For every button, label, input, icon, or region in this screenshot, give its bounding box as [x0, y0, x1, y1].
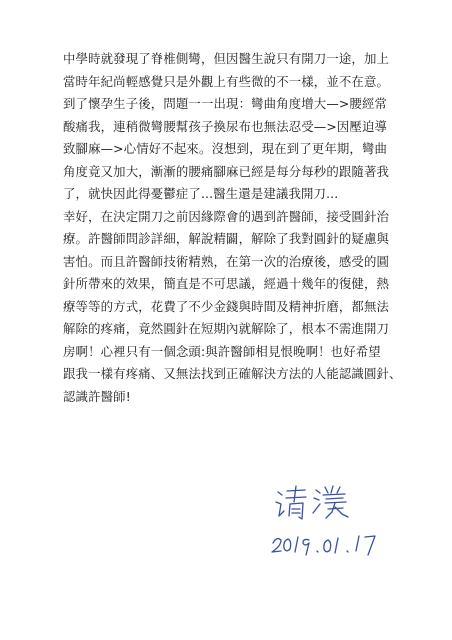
paragraph-2 — [63, 206, 403, 409]
text-line: 當時年紀尚輕感覺只是外觀上有些微的不一樣，並不在意。 — [63, 73, 390, 89]
text-line: 到了懷孕生子後，問題一一出現：彎曲角度增大—>腰經常 — [63, 96, 388, 111]
text-line: 致腳麻—>心情好不起來。沒想到，現在到了更年期，彎曲 — [63, 141, 388, 156]
text-line: 解除的疼痛，竟然圓針在短期內就解除了，根本不需進開刀 — [63, 321, 390, 336]
text-line: 認識許醫師! — [63, 388, 131, 404]
text-line: 療。許醫師問診詳細，解說精闢，解除了我對圓針的疑慮與 — [63, 231, 390, 246]
text-line: 跟我一樣有疼痛、又無法找到正確解決方法的人能認識圓針、 — [63, 366, 402, 381]
text-line: 了，就快因此得憂鬱症了...醫生還是建議我開刀... — [63, 186, 339, 201]
handwritten-date — [270, 525, 382, 569]
text-line: 針所帶來的效果，簡直是不可思議，經過十幾年的復健，熱 — [63, 276, 390, 291]
text-line: 療等等的方式，花費了不少金錢與時間及精神折磨，都無法 — [63, 298, 390, 314]
text-line: 酸痛我，連稍微彎腰幫孩子換尿布也無法忍受—>因壓迫導 — [63, 118, 388, 134]
letter-body — [63, 48, 403, 408]
text-line: 中學時就發現了脊椎側彎，但因醫生說只有開刀一途，加上 — [63, 51, 390, 66]
text-line: 房啊！心裡只有一個念頭:與許醫師相見恨晚啊！也好希望 — [63, 343, 381, 359]
text-line: 害怕。而且許醫師技術精熟，在第一次的治療後，感受的圓 — [63, 253, 390, 269]
text-line: 角度竟又加大，漸漸的腰痛腳麻已經是每分每秒的跟隨著我 — [63, 163, 390, 179]
paragraph-1 — [63, 48, 403, 206]
text-line: 幸好，在決定開刀之前因緣際會的遇到許醫師，接受圓針治 — [63, 208, 390, 224]
